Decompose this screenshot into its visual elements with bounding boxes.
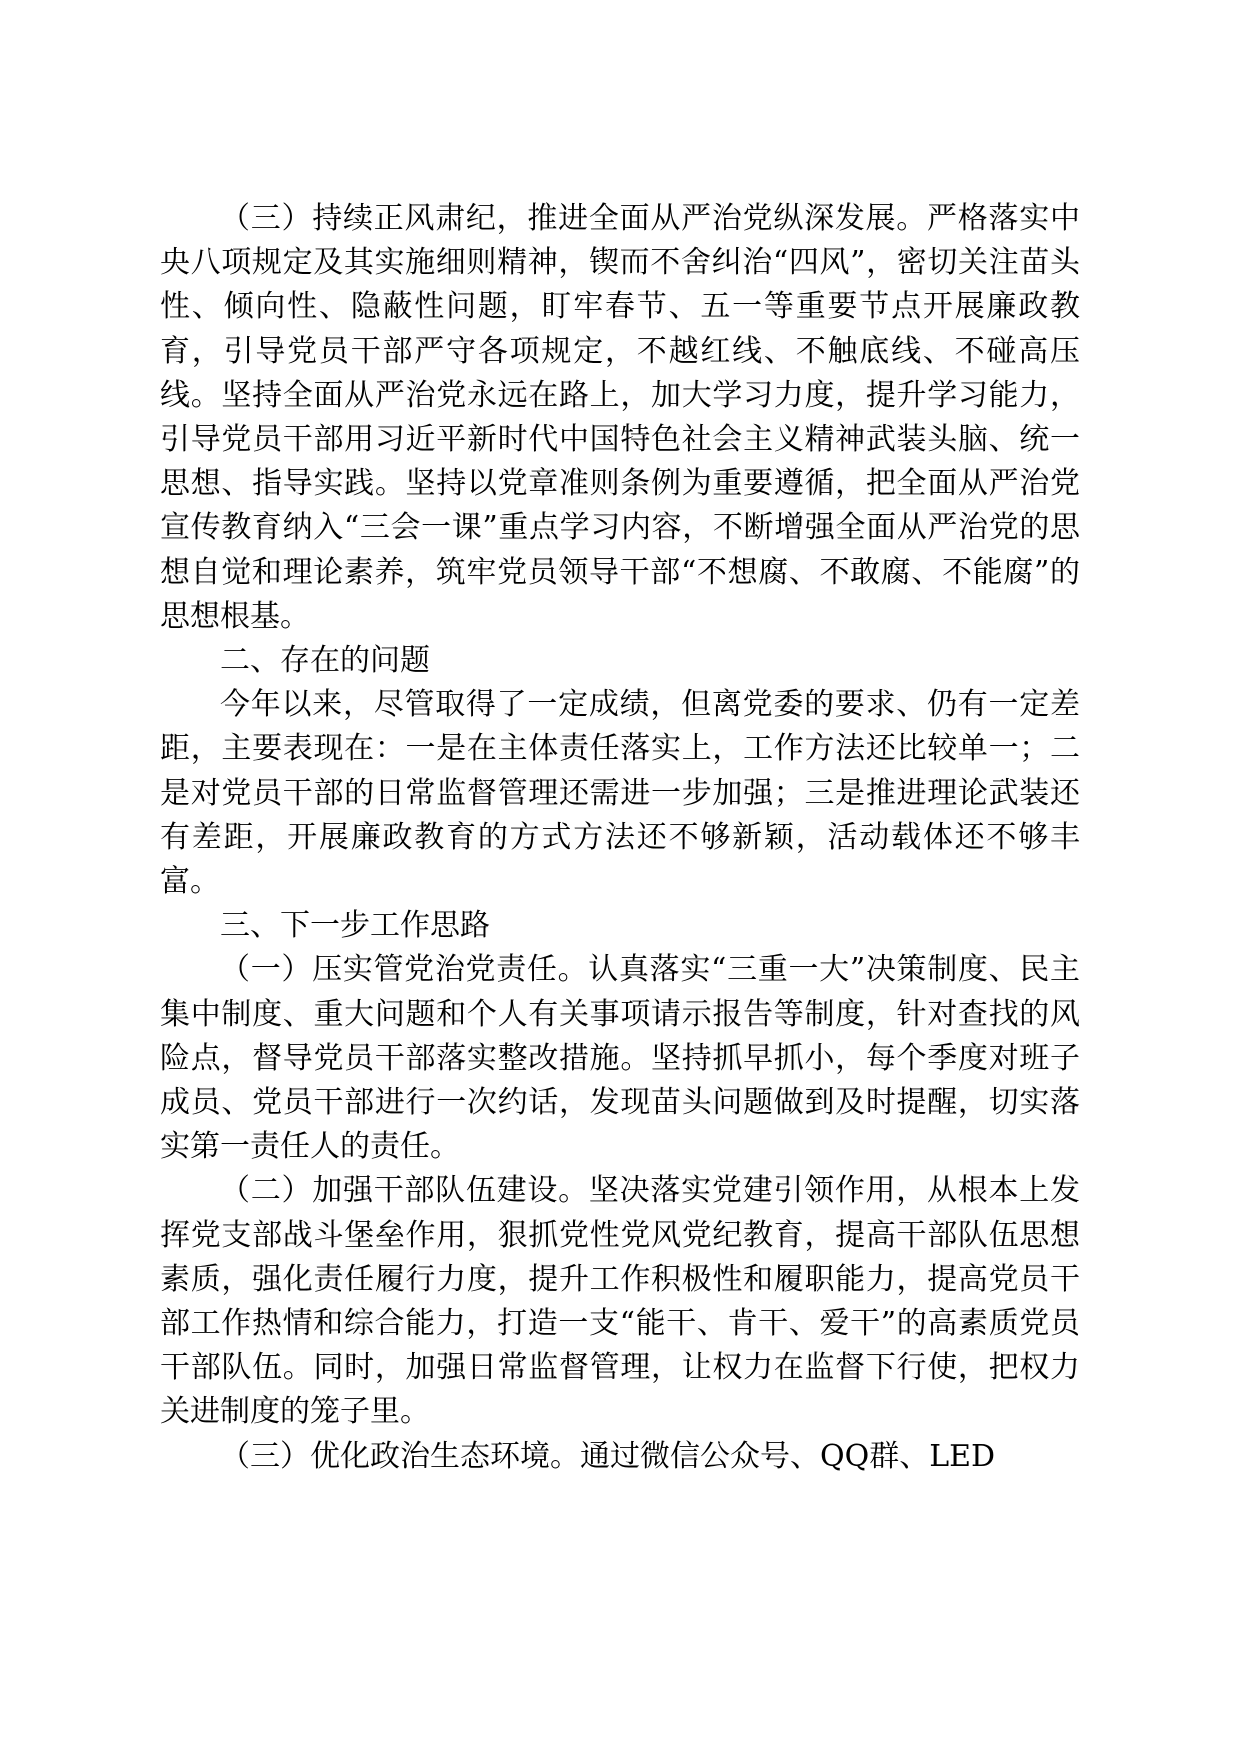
paragraph-text: 坚决落实党建引领作用，从根本上发挥党支部战斗堡垒作用，狠抓党性党风党纪教育，提高干部队伍思想素质，强化责任履行力度，提升工作积极性和履职能力，提高党员干部工作热情和综合能力，打造一支“能干、肯干、爱干”的高素质党员干部队伍。同时，加强日常监督管理，让权力在监督下行使，把权力关进制度的笼子里。 [160, 1173, 1081, 1430]
paragraph-text: 通过微信公众号、QQ群、LED [580, 1438, 996, 1474]
paragraph-cadre-team [160, 1169, 1080, 1434]
paragraph-text: 严格落实中央八项规定及其实施细则精神，锲而不舍纠治“四风”，密切关注苗头性、倾向性、隐蔽性问题，盯牢春节、五一等重要节点开展廉政教育，引导党员干部严守各项规定，不越红线、不触底线、不碰高压线。坚持全面从严治党永远在路上，加大学习力度，提升学习能力，引导党员干部用习近平新时代中国特色社会主义精神武装头脑、统一思想、指导实践。坚持以党章准则条例为重要遵循，把全面从严治党宣传教育纳入“三会一课”重点学习内容，不断增强全面从严治党的思想自觉和理论素养，筑牢党员领导干部“不想腐、不敢腐、不能腐”的思想根基。 [160, 201, 1081, 634]
paragraph-text: 认真落实“三重一大”决策制度、民主集中制度、重大问题和个人有关事项请示报告等制度，针对查找的风险点，督导党员干部落实整改措施。坚持抓早抓小，每个季度对班子成员、党员干部进行一次约话，发现苗头问题做到及时提醒，切实落实第一责任人的责任。 [160, 952, 1080, 1165]
paragraph-party-responsibility [160, 948, 1080, 1169]
document-body [160, 197, 1080, 1479]
paragraph-lead: （三）优化政治生态环境。 [220, 1438, 580, 1474]
paragraph-problems: 今年以来，尽管取得了一定成绩，但离党委的要求、仍有一定差距，主要表现在：一是在主体责任落实上，工作方法还比较单一；二是对党员干部的日常监督管理还需进一步加强；三是推进理论武装还有差距，开展廉政教育的方式方法还不够新颖，活动载体还不够丰富。 [160, 687, 1080, 900]
paragraph-rectify-discipline [160, 197, 1080, 639]
section-heading-existing-problems: 二、存在的问题 [220, 643, 430, 679]
paragraph-political-ecology [160, 1435, 1080, 1479]
section-heading-next-steps: 三、下一步工作思路 [220, 908, 490, 944]
paragraph-lead: （二）加强干部队伍建设。 [220, 1173, 589, 1209]
paragraph-lead: （一）压实管党治党责任。 [220, 952, 589, 988]
paragraph-lead: （三）持续正风肃纪，推进全面从严治党纵深发展。 [220, 201, 928, 236]
